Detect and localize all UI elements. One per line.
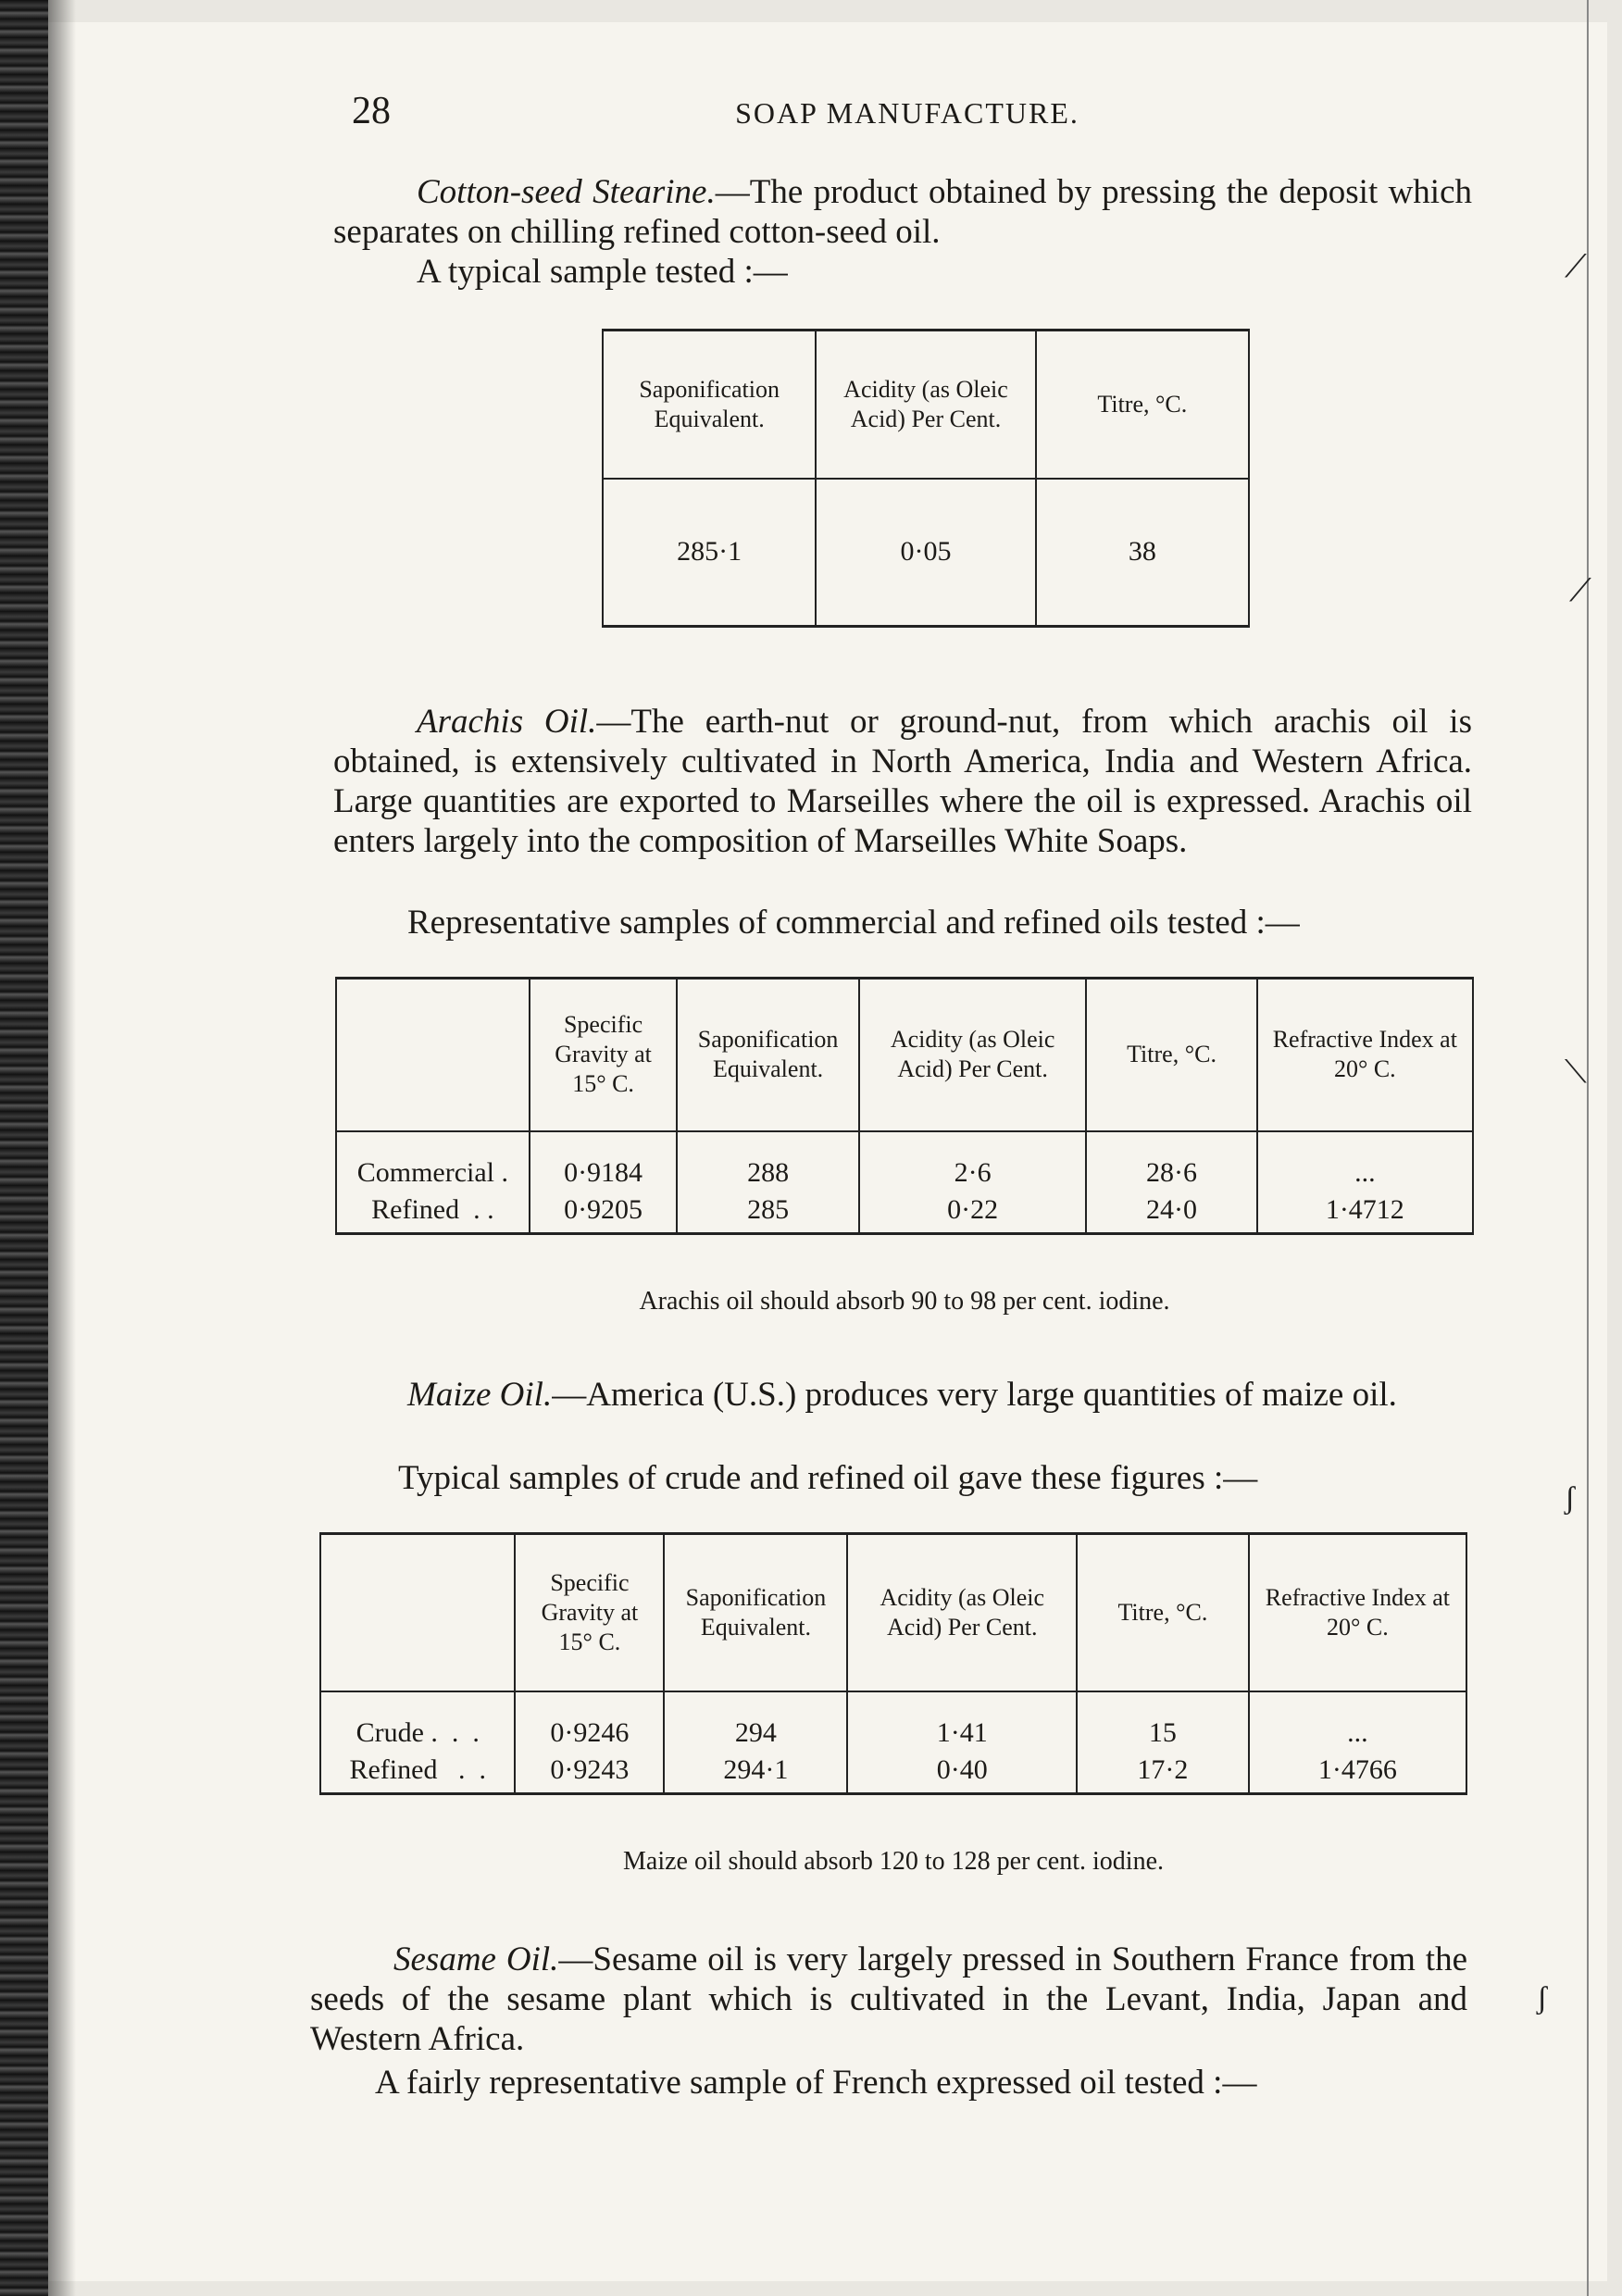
cottonseed-intro: A typical sample tested :— bbox=[417, 253, 788, 291]
table-row bbox=[336, 1131, 1473, 1234]
scan-mark: ʃ bbox=[1537, 1981, 1548, 2015]
column-header: Refractive Index at 20° C. bbox=[1249, 1534, 1466, 1691]
column-header: Titre, °C. bbox=[1086, 979, 1256, 1131]
sesame-text: —Sesame oil is very largely pressed in Southern France from the seeds of the sesame plant which is cultivated in the Levant, India, Japan and Western Africa. bbox=[310, 1940, 1467, 2058]
arachis-intro: Representative samples of commercial and refined oils tested :— bbox=[407, 904, 1300, 942]
column-header: Acidity (as Oleic Acid) Per Cent. bbox=[859, 979, 1087, 1131]
table-cell: 0·05 bbox=[816, 479, 1035, 627]
table-cell: 1·41 0·40 bbox=[847, 1691, 1077, 1794]
arachis-note: Arachis oil should absorb 90 to 98 per cent. iodine. bbox=[639, 1287, 1170, 1316]
running-title: SOAP MANUFACTURE. bbox=[735, 96, 1079, 130]
table-cell: ... 1·4712 bbox=[1257, 1131, 1473, 1234]
sesame-title: Sesame Oil. bbox=[393, 1940, 559, 1978]
arachis-text: —The earth-nut or ground-nut, from which arachis oil is obtained, is extensively cultivated in North America, India and Western Africa. Large quantities are exported to Marseilles where the oil is expressed. Arachis oil enters largely into the composition of Marseilles White Soaps. bbox=[333, 703, 1472, 860]
maize-table bbox=[319, 1532, 1467, 1795]
scan-mark: ʃ bbox=[1565, 1481, 1576, 1516]
arachis-title: Arachis Oil. bbox=[417, 703, 597, 741]
column-header: Titre, °C. bbox=[1077, 1534, 1249, 1691]
table-header-row bbox=[336, 979, 1473, 1131]
table-row bbox=[603, 479, 1249, 627]
maize-note: Maize oil should absorb 120 to 128 per cent. iodine. bbox=[623, 1847, 1164, 1876]
scan-mark: ⟍ bbox=[1565, 1055, 1587, 1090]
maize-paragraph bbox=[324, 1375, 1472, 1415]
table-header-row bbox=[603, 331, 1249, 479]
column-header: Acidity (as Oleic Acid) Per Cent. bbox=[816, 331, 1035, 479]
table-cell: 28·6 24·0 bbox=[1086, 1131, 1256, 1234]
binding-shadow bbox=[48, 0, 76, 2296]
table-cell: 2·6 0·22 bbox=[859, 1131, 1087, 1234]
column-header: Specific Gravity at 15° C. bbox=[530, 979, 678, 1131]
table-row bbox=[320, 1691, 1466, 1794]
table-cell: 0·9246 0·9243 bbox=[515, 1691, 664, 1794]
scan-mark: ⟋ bbox=[1569, 574, 1591, 608]
column-header: Refractive Index at 20° C. bbox=[1257, 979, 1473, 1131]
maize-text: —America (U.S.) produces very large quantities of maize oil. bbox=[552, 1376, 1397, 1414]
table-cell: 0·9184 0·9205 bbox=[530, 1131, 678, 1234]
maize-title: Maize Oil. bbox=[407, 1376, 553, 1414]
table-cell: 38 bbox=[1036, 479, 1249, 627]
cottonseed-text: —The product obtained by pressing the deposit which separates on chilling refined cotton-seed oil. bbox=[333, 173, 1472, 251]
column-header: Specific Gravity at 15° C. bbox=[515, 1534, 664, 1691]
column-header: Saponification Equivalent. bbox=[603, 331, 816, 479]
book-binding bbox=[0, 0, 48, 2296]
cottonseed-paragraph bbox=[333, 172, 1472, 252]
row-label: Commercial . Refined . . bbox=[356, 1156, 509, 1225]
row-label: Crude . . . Refined . . bbox=[349, 1716, 486, 1785]
cottonseed-table bbox=[602, 329, 1250, 628]
column-header: Titre, °C. bbox=[1036, 331, 1249, 479]
scan-mark: ⟋ bbox=[1565, 250, 1587, 284]
cottonseed-title: Cotton-seed Stearine. bbox=[417, 173, 716, 211]
table-cell: 294 294·1 bbox=[664, 1691, 847, 1794]
table-header-row bbox=[320, 1534, 1466, 1691]
column-header bbox=[336, 979, 530, 1131]
table-cell: 288 285 bbox=[677, 1131, 858, 1234]
table-cell: 285·1 bbox=[677, 536, 742, 568]
table-cell: 15 17·2 bbox=[1077, 1691, 1249, 1794]
sesame-paragraph bbox=[310, 1940, 1467, 2059]
page-edge bbox=[1587, 0, 1589, 2296]
arachis-paragraph bbox=[333, 702, 1472, 861]
column-header: Saponification Equivalent. bbox=[664, 1534, 847, 1691]
maize-intro: Typical samples of crude and refined oil gave these figures :— bbox=[398, 1459, 1258, 1497]
arachis-table bbox=[335, 977, 1474, 1235]
column-header: Acidity (as Oleic Acid) Per Cent. bbox=[847, 1534, 1077, 1691]
sesame-intro: A fairly representative sample of French expressed oil tested :— bbox=[375, 2064, 1257, 2102]
running-header bbox=[352, 89, 1463, 131]
column-header: Saponification Equivalent. bbox=[677, 979, 858, 1131]
page-number: 28 bbox=[352, 90, 391, 132]
table-cell: ... 1·4766 bbox=[1249, 1691, 1466, 1794]
column-header bbox=[320, 1534, 515, 1691]
